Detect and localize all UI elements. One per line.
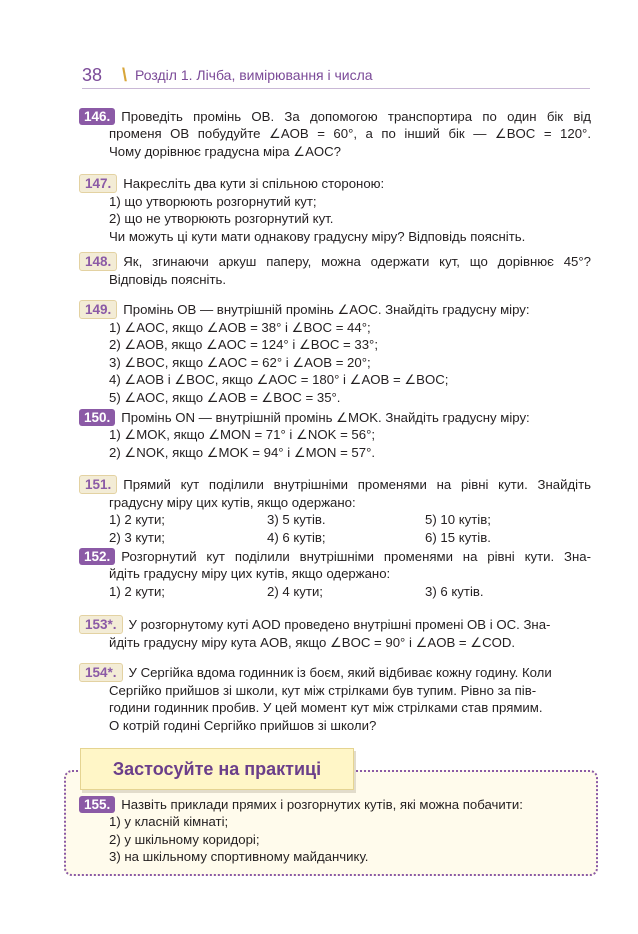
task-text: 2) у шкільному коридорі; bbox=[109, 831, 260, 847]
task-152 bbox=[79, 548, 591, 600]
task-text: 4) ∠AOB і ∠BOC, якщо ∠AOC = 180° і ∠AOB = ∠BOC; bbox=[109, 372, 449, 388]
task-text: У Сергійка вдома годинник із боєм, який відбиває кожну годину. Коли bbox=[128, 665, 552, 680]
task-text: Промінь OB — внутрішній промінь ∠AOC. Знайдіть градусну міру: bbox=[123, 302, 530, 317]
task-text: О котрій годині Сергійко прийшов зі школи? bbox=[109, 717, 377, 733]
task-number: 155. bbox=[79, 796, 115, 813]
task-155 bbox=[79, 796, 591, 866]
task-text: 3) на шкільному спортивному майданчику. bbox=[109, 849, 369, 865]
task-154 bbox=[79, 663, 591, 734]
task-text: Відповідь поясніть. bbox=[109, 272, 227, 287]
page-header bbox=[82, 64, 592, 86]
task-148 bbox=[79, 252, 591, 288]
page-number: 38 bbox=[82, 64, 103, 85]
option: 3) 6 кутів. bbox=[425, 583, 484, 599]
task-text: 1) у класній кімнаті; bbox=[109, 814, 229, 830]
task-text: 3) ∠BOC, якщо ∠AOC = 62° і ∠AOB = 20°; bbox=[109, 354, 371, 370]
header-separator: \ bbox=[122, 64, 128, 85]
task-151 bbox=[79, 475, 591, 546]
option: 6) 15 кутів. bbox=[425, 529, 491, 545]
task-number: 148. bbox=[79, 252, 117, 271]
task-text: У розгорнутому куті AOD проведено внутрішні промені OB і OC. Зна- bbox=[128, 617, 551, 632]
task-153 bbox=[79, 615, 591, 651]
task-text: 5) ∠AOC, якщо ∠AOB = ∠BOC = 35°. bbox=[109, 389, 341, 405]
task-number: 150. bbox=[79, 409, 115, 426]
task-text: 1) що утворюють розгорнутий кут; bbox=[109, 194, 317, 209]
task-text: Прямий кут поділили внутрішніми променями на рівні кути. Знайдіть bbox=[123, 477, 591, 492]
option: 2) 3 кути; bbox=[109, 529, 165, 545]
header-divider bbox=[82, 88, 590, 89]
option: 3) 5 кутів. bbox=[267, 512, 326, 528]
task-text: Проведіть промінь OB. За допомогою транспортира по один бік від bbox=[121, 109, 591, 124]
option: 1) 2 кути; bbox=[109, 583, 165, 599]
task-text: Промінь ON — внутрішній промінь ∠MOK. Знайдіть градусну міру: bbox=[121, 410, 530, 425]
options-row bbox=[79, 511, 591, 528]
option: 2) 4 кути; bbox=[267, 583, 323, 599]
task-number: 151. bbox=[79, 475, 117, 494]
task-146 bbox=[79, 108, 591, 160]
task-number: 147. bbox=[79, 174, 117, 193]
task-text: Чи можуть ці кути мати однакову градусну міру? Відповідь поясніть. bbox=[109, 228, 526, 244]
task-150 bbox=[79, 409, 591, 461]
task-text: градусну міру цих кутів, якщо одержано: bbox=[109, 495, 356, 510]
task-147 bbox=[79, 174, 591, 245]
task-number: 146. bbox=[79, 108, 115, 125]
option: 4) 6 кутів; bbox=[267, 529, 326, 545]
task-text: 2) ∠NOK, якщо ∠MOK = 94° і ∠MON = 57°. bbox=[109, 444, 376, 460]
task-text: Сергійко прийшов зі школи, кут між стрілками був тупим. Рівно за пів- bbox=[109, 683, 537, 698]
task-text: Як, згинаючи аркуш паперу, можна одержати кут, що дорівнює 45°? bbox=[123, 254, 591, 269]
task-149 bbox=[79, 300, 591, 406]
options-row bbox=[79, 529, 591, 546]
practice-title-banner bbox=[80, 748, 354, 790]
task-text: Чому дорівнює градусна міра ∠AOC? bbox=[109, 143, 342, 159]
task-number: 154*. bbox=[79, 663, 123, 682]
task-text: години годинник пробив. У цей момент кут між стрілками став прямим. bbox=[109, 700, 543, 716]
option: 1) 2 кути; bbox=[109, 512, 165, 528]
practice-title: Застосуйте на практиці bbox=[112, 758, 322, 779]
option: 5) 10 кутів; bbox=[425, 512, 491, 528]
task-text: 2) що не утворюють розгорнутий кут. bbox=[109, 211, 334, 227]
task-text: Розгорнутий кут поділили внутрішніми променями на рівні кути. Зна- bbox=[121, 549, 591, 564]
task-number: 152. bbox=[79, 548, 115, 565]
task-text: йдіть градусну міру цих кутів, якщо одержано: bbox=[109, 566, 391, 582]
task-text: 1) ∠AOC, якщо ∠AOB = 38° і ∠BOC = 44°; bbox=[109, 320, 371, 335]
options-row bbox=[79, 583, 591, 600]
task-text: променя OB побудуйте ∠AOB = 60°, а по інший бік — ∠BOC = 120°. bbox=[109, 126, 591, 142]
task-text: йдіть градусну міру кута AOB, якщо ∠BOC = 90° і ∠AOB = ∠COD. bbox=[109, 635, 516, 650]
task-number: 149. bbox=[79, 300, 117, 319]
task-text: Назвіть приклади прямих і розгорнутих кутів, які можна побачити: bbox=[121, 797, 523, 812]
task-text: 1) ∠MOK, якщо ∠MON = 71° і ∠NOK = 56°; bbox=[109, 427, 376, 443]
chapter-title: Розділ 1. Лічба, вимірювання і числа bbox=[135, 67, 373, 83]
task-text: Накресліть два кути зі спільною стороною: bbox=[123, 176, 385, 191]
task-text: 2) ∠AOB, якщо ∠AOC = 124° і ∠BOC = 33°; bbox=[109, 337, 378, 353]
task-number: 153*. bbox=[79, 615, 123, 634]
